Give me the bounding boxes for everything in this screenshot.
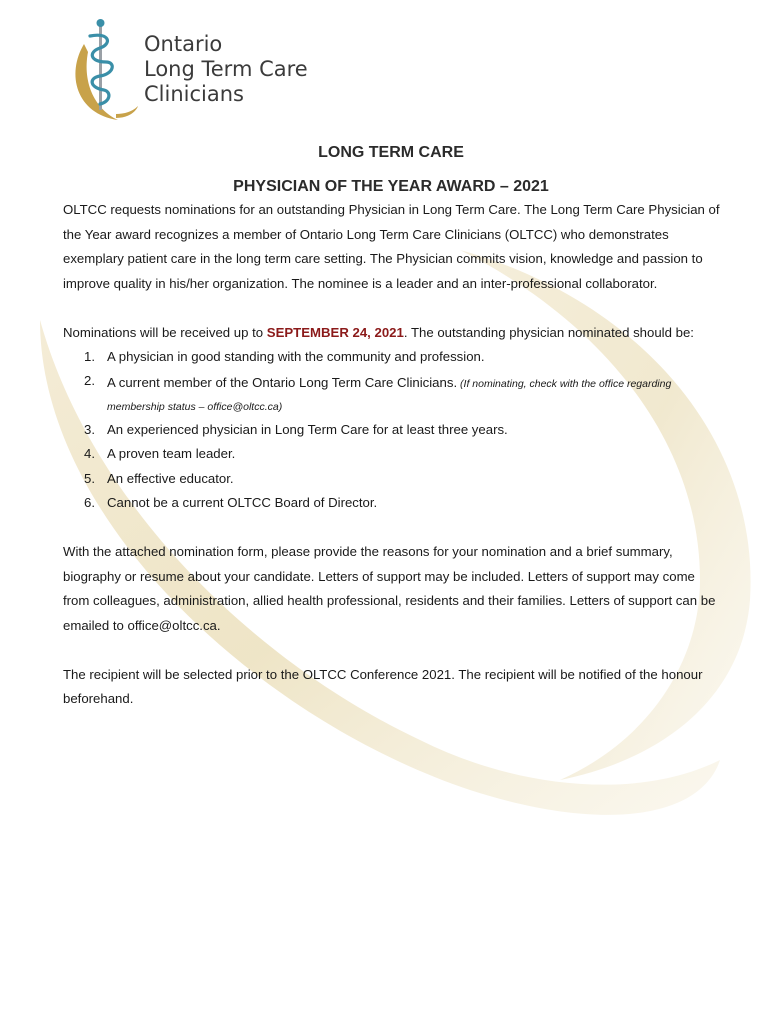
criteria-number: 3.	[84, 421, 95, 437]
oltcc-logo	[66, 14, 336, 126]
criteria-number: 4.	[84, 446, 95, 461]
document-body	[63, 198, 723, 736]
criteria-number: 2.	[84, 372, 95, 388]
criteria-text: An effective educator.	[107, 470, 234, 486]
criteria-list	[63, 345, 723, 516]
criteria-number: 6.	[84, 495, 95, 510]
criteria-text: A proven team leader.	[107, 446, 236, 461]
caduceus-swoosh-icon	[66, 14, 146, 126]
title-line-1: LONG TERM CARE	[318, 144, 464, 161]
criteria-number: 1.	[84, 349, 95, 364]
logo-line-3: Clinicians	[144, 82, 244, 106]
criteria-text: A physician in good standing with the community and profession.	[107, 349, 485, 364]
criteria-text: A current member of the Ontario Long Term Care Clinicians.	[107, 374, 458, 390]
criteria-note: (If nominating, check with the office regarding membership status – office@oltcc.ca)	[107, 377, 672, 413]
nominations-text-before: Nominations will be received up to	[63, 324, 267, 340]
logo-line-2: Long Term Care	[144, 57, 308, 81]
criteria-item-5	[63, 467, 723, 492]
intro-paragraph: OLTCC requests nominations for an outstanding Physician in Long Term Care. The Long Term Care Physician of the Year award recognizes a member of Ontario Long Term Care Clinicians (OLTCC) who demonstrates exemplary patient care in the long term care setting. The Physician commits vision, knowledge and passion to improve quality in his/her organization. The nominee is a leader and an inter-professional collaborator.	[63, 202, 720, 291]
criteria-item-4	[63, 442, 723, 467]
criteria-text: An experienced physician in Long Term Care for at least three years.	[107, 421, 508, 437]
criteria-item-6	[63, 491, 723, 516]
criteria-item-2	[63, 370, 723, 418]
nomination-deadline: SEPTEMBER 24, 2021	[266, 324, 404, 340]
logo-line-1: Ontario	[144, 32, 223, 56]
nominations-text-after: . The outstanding physician nominated should be:	[403, 324, 694, 340]
criteria-text: Cannot be a current OLTCC Board of Director.	[107, 495, 378, 510]
title-line-2: PHYSICIAN OF THE YEAR AWARD – 2021	[233, 178, 549, 195]
criteria-number: 5.	[84, 470, 95, 486]
recipient-paragraph: The recipient will be selected prior to the OLTCC Conference 2021. The recipient will be notified of the honour beforehand.	[63, 666, 703, 706]
nominations-paragraph	[63, 321, 723, 346]
attached-form-paragraph: With the attached nomination form, please provide the reasons for your nomination and a brief summary, biography or resume about your candidate. Letters of support may be included. Letters of support may come from colleagues, administration, allied health professional, residents and their families. Letters of support can be emailed to office@oltcc.ca.	[63, 544, 716, 633]
document-title	[0, 136, 770, 204]
criteria-item-1	[63, 345, 723, 370]
criteria-item-3	[63, 418, 723, 443]
